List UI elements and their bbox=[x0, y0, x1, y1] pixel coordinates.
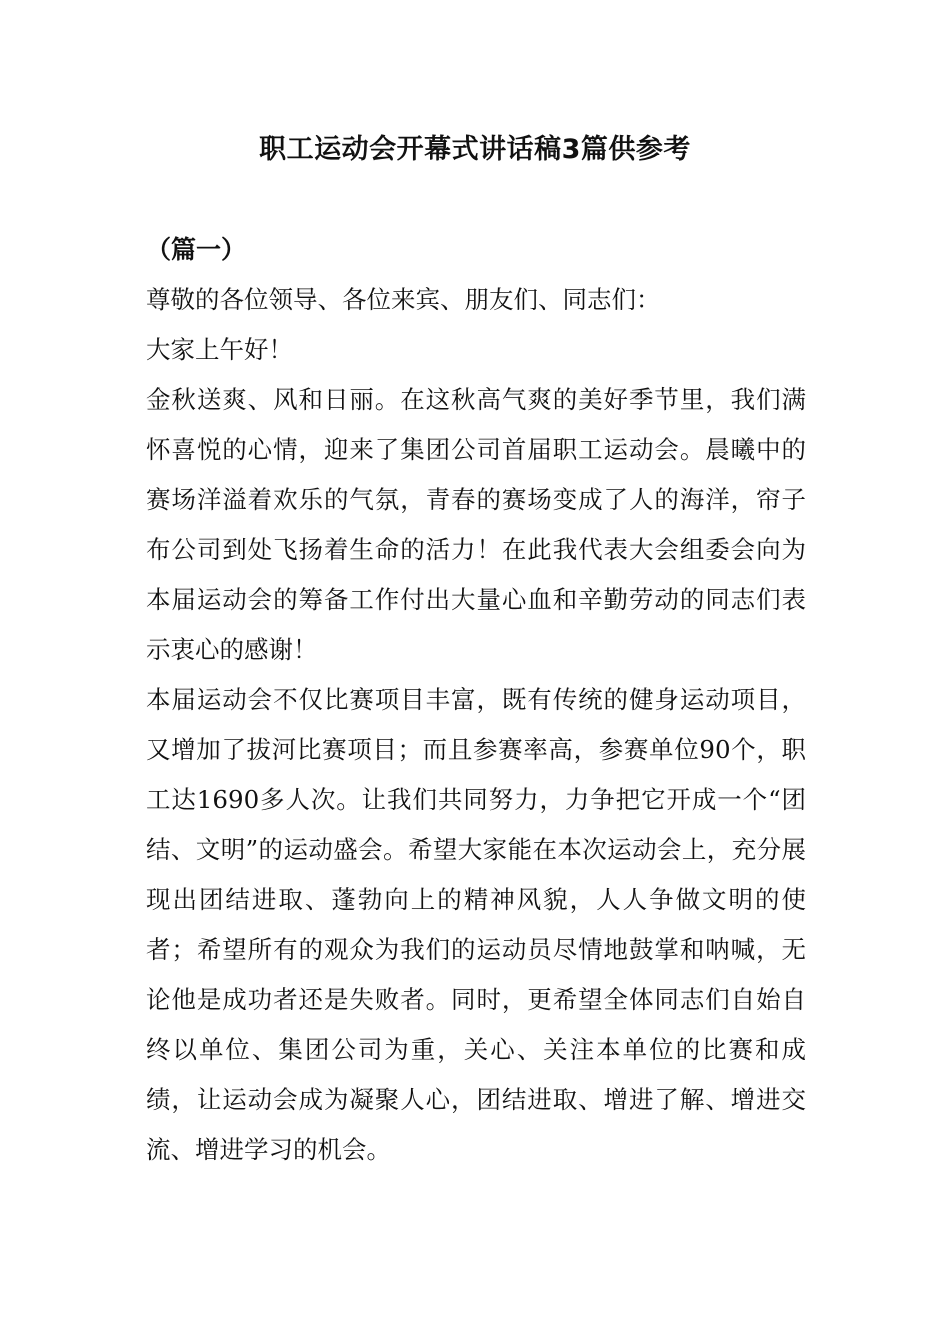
salutation-paragraph: 尊敬的各位领导、各位来宾、朋友们、同志们： bbox=[146, 285, 661, 314]
document-body bbox=[146, 275, 806, 1175]
greeting-paragraph: 大家上午好！ bbox=[146, 335, 293, 364]
section-heading: （篇一） bbox=[146, 235, 247, 264]
document-title: 职工运动会开幕式讲话稿3篇供参考 bbox=[259, 134, 691, 165]
event-paragraph: 本届运动会不仅比赛项目丰富，既有传统的健身运动项目，又增加了拔河比赛项目；而且参赛率高，参赛单位90个，职工达1690多人次。让我们共同努力，力争把它开成一个“团结、文明”的运动盛会。希望大家能在本次运动会上，充分展现出团结进取、蓬勃向上的精神风貌，人人争做文明的使者；希望所有的观众为我们的运动员尽情地鼓掌和呐喊，无论他是成功者还是失败者。同时，更希望全体同志们自始自终以单位、集团公司为重，关心、关注本单位的比赛和成绩，让运动会成为凝聚人心，团结进取、增进了解、增进交流、增进学习的机会。 bbox=[146, 685, 806, 1164]
opening-paragraph: 金秋送爽、风和日丽。在这秋高气爽的美好季节里，我们满怀喜悦的心情，迎来了集团公司首届职工运动会。晨曦中的赛场洋溢着欢乐的气氛，青春的赛场变成了人的海洋，帘子布公司到处飞扬着生命的活力！在此我代表大会组委会向为本届运动会的筹备工作付出大量心血和辛勤劳动的同志们表示衷心的感谢！ bbox=[146, 385, 806, 664]
